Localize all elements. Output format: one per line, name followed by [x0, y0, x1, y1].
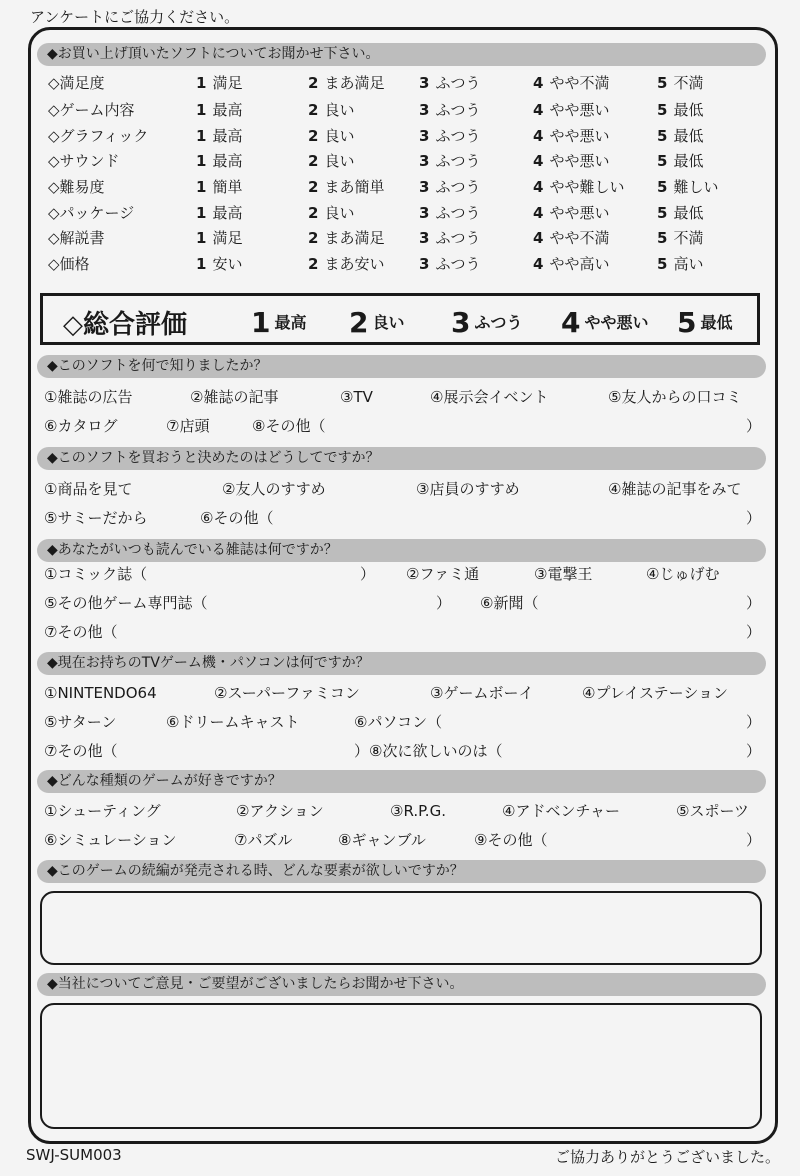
rating-option-3[interactable]	[419, 254, 480, 274]
rating-option-number: 4	[533, 74, 544, 92]
q-genre-header: ◆どんな種類のゲームが好きですか？	[37, 770, 766, 793]
rating-row-label: ◇パッケージ	[48, 204, 135, 222]
rating-option-text: 高い	[673, 255, 704, 273]
rating-option-number: 5	[657, 255, 668, 273]
rating-option-text: 良い	[324, 152, 355, 170]
rating-option-2[interactable]	[308, 177, 384, 197]
q-hardware-option-8[interactable]: ）⑧次に欲しいのは（	[354, 742, 503, 760]
q-hardware-paren-8: ）	[746, 742, 762, 760]
rating-option-number: 3	[419, 101, 430, 119]
q-know-option-3[interactable]: ③TV	[340, 388, 373, 406]
q-hardware-option-6[interactable]: ⑥ドリームキャスト	[166, 713, 300, 731]
rating-option-4[interactable]	[533, 228, 609, 248]
rating-option-text: まあ満足	[324, 74, 385, 92]
q-buy-option-5[interactable]: ⑤サミーだから	[44, 509, 148, 527]
rating-row-label: ◇難易度	[48, 178, 105, 196]
rating-option-number: 2	[308, 178, 319, 196]
rating-option-4[interactable]	[533, 254, 609, 274]
rating-option-3[interactable]	[419, 126, 480, 146]
rating-option-text: 不満	[673, 229, 704, 247]
rating-option-5[interactable]	[657, 126, 703, 146]
rating-option-5[interactable]	[657, 73, 703, 93]
q-genre-option-2[interactable]: ②アクション	[236, 802, 324, 820]
rating-option-5[interactable]	[657, 100, 703, 120]
rating-option-number: 1	[196, 229, 207, 247]
rating-option-number: 2	[308, 101, 319, 119]
rating-option-number: 2	[308, 74, 319, 92]
rating-option-3[interactable]	[419, 203, 480, 223]
q-know-option-8[interactable]: ⑧その他（	[252, 417, 326, 435]
q-genre-option-8[interactable]: ⑧ギャンブル	[338, 831, 426, 849]
rating-row-label: ◇価格	[48, 255, 90, 273]
rating-option-text: ふつう	[435, 74, 481, 92]
rating-option-number: 2	[308, 204, 319, 222]
thanks-message: ご協力ありがとうございました。	[555, 1148, 781, 1166]
rating-option-text: 満足	[212, 229, 243, 247]
q-know-header: ◆このソフトを何で知りましたか？	[37, 355, 766, 378]
rating-option-text: ふつう	[435, 255, 481, 273]
rating-option-text: やや悪い	[549, 101, 610, 119]
rating-option-3[interactable]	[419, 151, 480, 171]
rating-option-text: やや悪い	[549, 152, 610, 170]
rating-row-label: ◇解説書	[48, 229, 105, 247]
overall-option-5[interactable]: 5 最低	[677, 306, 733, 339]
rating-option-4[interactable]	[533, 126, 609, 146]
q-genre-option-1[interactable]: ①シューティング	[44, 802, 161, 820]
rating-option-5[interactable]	[657, 177, 718, 197]
rating-option-2[interactable]	[308, 151, 354, 171]
overall-rating-title: ◇総合評価	[63, 310, 187, 340]
rating-option-1[interactable]	[196, 100, 242, 120]
rating-option-text: 最低	[673, 127, 704, 145]
rating-option-5[interactable]	[657, 254, 703, 274]
rating-option-text: 最高	[212, 152, 243, 170]
overall-option-1[interactable]: 1 最高	[251, 306, 307, 339]
rating-option-text: 最高	[212, 101, 243, 119]
form-code: SWJ-SUM003	[26, 1146, 122, 1164]
rating-option-text: まあ安い	[324, 255, 385, 273]
rating-option-number: 1	[196, 127, 207, 145]
rating-option-number: 3	[419, 127, 430, 145]
rating-option-text: やや悪い	[549, 127, 610, 145]
rating-row-label: ◇グラフィック	[48, 127, 149, 145]
q-company-header: ◆当社についてご意見・ご要望がございましたらお聞かせ下さい。	[37, 973, 766, 996]
q-buy-close-paren: ）	[746, 509, 762, 527]
q-buy-header: ◆このソフトを買おうと決めたのはどうしてですか？	[37, 447, 766, 470]
rating-option-text: 最低	[673, 152, 704, 170]
q-genre-option-5[interactable]: ⑤スポーツ	[676, 802, 749, 820]
rating-option-1[interactable]	[196, 73, 242, 93]
rating-option-text: 最低	[673, 101, 704, 119]
q-magazine-option-6[interactable]: ⑥新聞（	[480, 594, 539, 612]
rating-option-number: 3	[419, 229, 430, 247]
q-genre-paren-9: ）	[746, 831, 762, 849]
q-genre-option-4[interactable]: ④アドベンチャー	[502, 802, 620, 820]
rating-option-2[interactable]	[308, 203, 354, 223]
rating-option-number: 4	[533, 229, 544, 247]
rating-option-number: 5	[657, 204, 668, 222]
q-hardware-option-7[interactable]: ⑦その他（	[44, 742, 118, 760]
rating-row-label: ◇満足度	[48, 74, 105, 92]
rating-option-text: ふつう	[435, 229, 481, 247]
q-hardware-option-1[interactable]: ①NINTENDO64	[44, 684, 157, 702]
rating-option-1[interactable]	[196, 177, 242, 197]
rating-option-number: 1	[196, 255, 207, 273]
rating-option-4[interactable]	[533, 73, 609, 93]
rating-option-text: 良い	[324, 101, 355, 119]
rating-option-text: ふつう	[435, 152, 481, 170]
q-know-option-5[interactable]: ⑤友人からの口コミ	[608, 388, 742, 406]
rating-option-2[interactable]	[308, 228, 384, 248]
rating-option-text: 良い	[324, 127, 355, 145]
rating-option-5[interactable]	[657, 203, 703, 223]
rating-option-number: 5	[657, 74, 668, 92]
rating-section-header: ◆お買い上げ頂いたソフトについてお聞かせ下さい。	[37, 43, 766, 66]
q-magazine-paren-6: ）	[746, 594, 762, 612]
rating-option-text: まあ簡単	[324, 178, 385, 196]
page-title: アンケートにご協力ください。	[30, 8, 240, 26]
rating-option-text: ふつう	[435, 101, 481, 119]
rating-option-1[interactable]	[196, 254, 242, 274]
rating-option-text: やや高い	[549, 255, 610, 273]
rating-option-number: 2	[308, 152, 319, 170]
rating-option-2[interactable]	[308, 73, 384, 93]
rating-option-text: 最高	[212, 204, 243, 222]
rating-option-4[interactable]	[533, 100, 609, 120]
rating-option-4[interactable]	[533, 203, 609, 223]
rating-option-number: 2	[308, 229, 319, 247]
rating-option-text: やや不満	[549, 229, 610, 247]
q-magazine-option-3[interactable]: ③電撃王	[534, 565, 593, 583]
rating-option-number: 3	[419, 152, 430, 170]
rating-option-number: 4	[533, 101, 544, 119]
rating-option-number: 1	[196, 178, 207, 196]
q-genre-option-3[interactable]: ③R.P.G.	[390, 802, 446, 820]
q-magazine-option-4[interactable]: ④じゅげむ	[646, 565, 720, 583]
rating-option-3[interactable]	[419, 177, 480, 197]
q-sequel-answer-box[interactable]	[40, 891, 762, 965]
q-know-option-6[interactable]: ⑥カタログ	[44, 417, 118, 435]
rating-option-4[interactable]	[533, 177, 624, 197]
rating-option-1[interactable]	[196, 126, 242, 146]
rating-option-4[interactable]	[533, 151, 609, 171]
rating-option-text: やや不満	[549, 74, 610, 92]
q-hardware-paren-pc: ）	[746, 713, 762, 731]
q-hardware-option-5[interactable]: ⑤サターン	[44, 713, 117, 731]
rating-option-number: 2	[308, 127, 319, 145]
q-know-option-4[interactable]: ④展示会イベント	[430, 388, 549, 406]
q-buy-option-1[interactable]: ①商品を見て	[44, 480, 133, 498]
q-buy-option-2[interactable]: ②友人のすすめ	[222, 480, 326, 498]
rating-option-number: 5	[657, 229, 668, 247]
rating-option-2[interactable]	[308, 254, 384, 274]
rating-option-number: 4	[533, 255, 544, 273]
rating-option-text: 難しい	[673, 178, 719, 196]
rating-option-text: ふつう	[435, 178, 481, 196]
q-magazine-option-7[interactable]: ⑦その他（	[44, 623, 118, 641]
q-sequel-header: ◆このゲームの続編が発売される時、どんな要素が欲しいですか？	[37, 860, 766, 883]
rating-option-number: 3	[419, 255, 430, 273]
q-magazine-option-2[interactable]: ②ファミ通	[406, 565, 480, 583]
q-buy-option-3[interactable]: ③店員のすすめ	[416, 480, 520, 498]
rating-option-3[interactable]	[419, 228, 480, 248]
q-company-answer-box[interactable]	[40, 1003, 762, 1129]
q-know-option-1[interactable]: ①雑誌の広告	[44, 388, 133, 406]
rating-option-number: 3	[419, 204, 430, 222]
rating-option-number: 1	[196, 101, 207, 119]
rating-option-number: 1	[196, 74, 207, 92]
q-hardware-option-2[interactable]: ②スーパーファミコン	[214, 684, 360, 702]
q-magazine-header: ◆あなたがいつも読んでいる雑誌は何ですか？	[37, 539, 766, 562]
rating-option-number: 1	[196, 204, 207, 222]
q-genre-option-6[interactable]: ⑥シミュレーション	[44, 831, 177, 849]
rating-option-1[interactable]	[196, 203, 242, 223]
overall-rating-box	[40, 293, 760, 345]
overall-option-2[interactable]: 2 良い	[349, 306, 405, 339]
rating-option-number: 3	[419, 74, 430, 92]
rating-option-number: 5	[657, 152, 668, 170]
q-magazine-paren-7: ）	[746, 623, 762, 641]
overall-option-4[interactable]: 4 やや悪い	[561, 306, 649, 339]
rating-option-number: 4	[533, 178, 544, 196]
rating-option-3[interactable]	[419, 73, 480, 93]
rating-row-label: ◇サウンド	[48, 152, 120, 170]
rating-option-text: 簡単	[212, 178, 243, 196]
rating-option-text: やや難しい	[549, 178, 625, 196]
rating-option-text: ふつう	[435, 204, 481, 222]
rating-option-text: 満足	[212, 74, 243, 92]
q-buy-option-4[interactable]: ④雑誌の記事をみて	[608, 480, 742, 498]
q-hardware-option-3[interactable]: ③ゲームボーイ	[430, 684, 534, 702]
q-buy-option-6[interactable]: ⑥その他（	[200, 509, 274, 527]
q-know-close-paren: ）	[746, 417, 762, 435]
rating-option-3[interactable]	[419, 100, 480, 120]
rating-option-5[interactable]	[657, 228, 703, 248]
q-magazine-option-1[interactable]: ①コミック誌（	[44, 565, 148, 583]
rating-option-number: 3	[419, 178, 430, 196]
rating-row-label: ◇ゲーム内容	[48, 101, 135, 119]
q-know-option-2[interactable]: ②雑誌の記事	[190, 388, 279, 406]
rating-option-2[interactable]	[308, 100, 354, 120]
rating-option-number: 1	[196, 152, 207, 170]
rating-option-number: 4	[533, 127, 544, 145]
rating-option-text: まあ満足	[324, 229, 385, 247]
q-genre-option-7[interactable]: ⑦パズル	[234, 831, 293, 849]
rating-option-2[interactable]	[308, 126, 354, 146]
rating-option-number: 5	[657, 178, 668, 196]
q-hardware-header: ◆現在お持ちのTVゲーム機・パソコンは何ですか？	[37, 652, 766, 675]
q-magazine-paren-1: ）	[360, 565, 376, 583]
q-hardware-option-pc[interactable]: ⑥パソコン（	[354, 713, 443, 731]
rating-option-number: 5	[657, 127, 668, 145]
overall-option-3[interactable]: 3 ふつう	[451, 306, 523, 339]
rating-option-text: 安い	[212, 255, 243, 273]
rating-option-number: 4	[533, 152, 544, 170]
rating-option-text: 良い	[324, 204, 355, 222]
rating-option-text: 最高	[212, 127, 243, 145]
rating-option-text: 不満	[673, 74, 704, 92]
rating-option-number: 4	[533, 204, 544, 222]
rating-option-number: 5	[657, 101, 668, 119]
q-hardware-option-4[interactable]: ④プレイステーション	[582, 684, 729, 702]
q-magazine-option-5[interactable]: ⑤その他ゲーム専門誌（	[44, 594, 208, 612]
q-genre-option-9[interactable]: ⑨その他（	[474, 831, 548, 849]
q-know-option-7[interactable]: ⑦店頭	[166, 417, 210, 435]
rating-option-text: ふつう	[435, 127, 481, 145]
q-magazine-paren-5: ）	[436, 594, 452, 612]
rating-option-5[interactable]	[657, 151, 703, 171]
rating-option-1[interactable]	[196, 151, 242, 171]
rating-option-text: やや悪い	[549, 204, 610, 222]
rating-option-text: 最低	[673, 204, 704, 222]
rating-option-number: 2	[308, 255, 319, 273]
rating-option-1[interactable]	[196, 228, 242, 248]
